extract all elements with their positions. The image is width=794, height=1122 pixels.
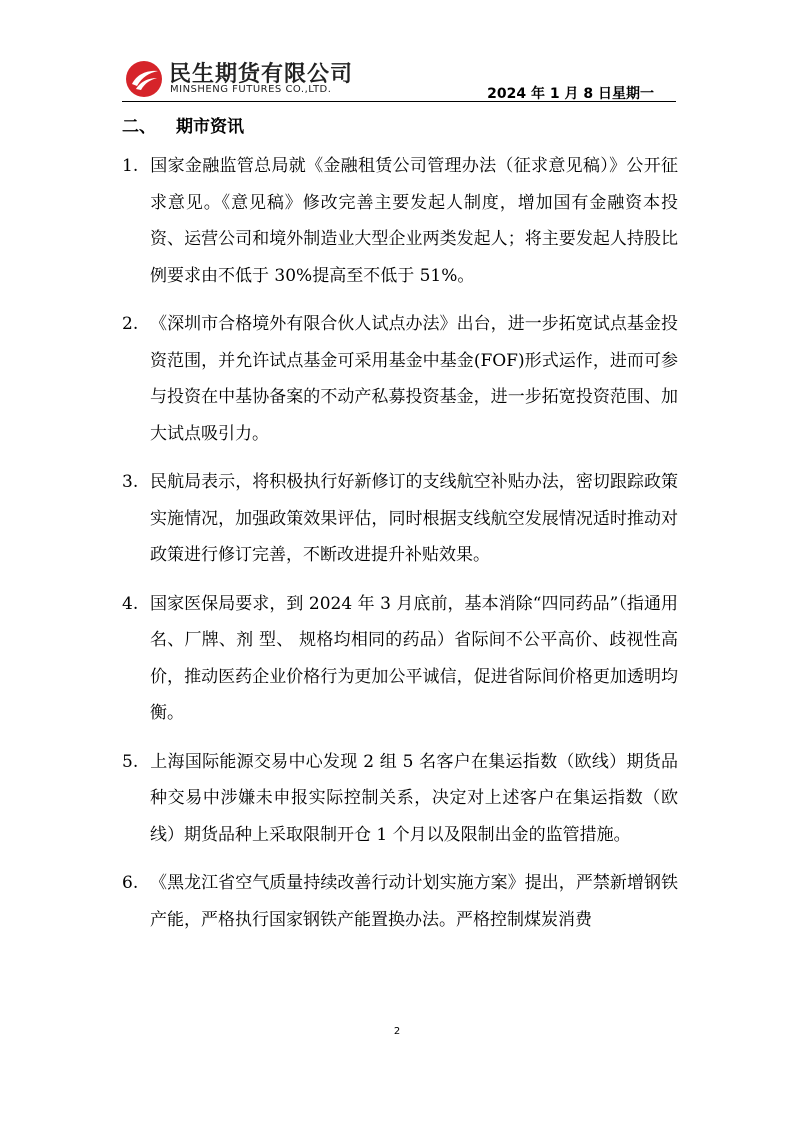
news-item-text: 上海国际能源交易中心发现 2 组 5 名客户在集运指数（欧线）期货品种交易中涉嫌未申报实际控制关系，决定对上述客户在集运指数（欧线）期货品种上采取限制开仓 1 个月以及限制出金的监管措施。: [150, 751, 678, 845]
page-number: 2: [393, 1026, 401, 1037]
section-title: 期市资讯: [176, 117, 244, 137]
company-name-cn: 民生期货有限公司: [169, 62, 354, 87]
section-number: 二、: [122, 117, 156, 137]
company-logo: [125, 56, 365, 100]
news-list: [122, 148, 678, 950]
news-item-marker: 2.: [122, 314, 139, 334]
news-item-marker: 3.: [122, 472, 139, 492]
news-item-text: 民航局表示，将积极执行好新修订的支线航空补贴办法，密切跟踪政策实施情况，加强政策效果评估，同时根据支线航空发展情况适时推动对政策进行修订完善，不断改进提升补贴效果。: [150, 472, 678, 565]
report-date: 2024 年 1 月 8 日星期一: [487, 86, 654, 102]
news-item-6: [122, 865, 678, 938]
news-item-1: [122, 148, 678, 294]
news-item-marker: 5.: [122, 751, 139, 772]
news-item-5: [122, 744, 678, 854]
news-item-marker: 6.: [122, 873, 139, 893]
company-name-en: MINSHENG FUTURES CO.,LTD.: [170, 84, 332, 95]
news-item-text: 《深圳市合格境外有限合伙人试点办法》出台，进一步拓宽试点基金投资范围，并允许试点基金可采用基金中基金(FOF)形式运作，进而可参与投资在中基协备案的不动产私募投资基金，进一步拓宽投资范围、加大试点吸引力。: [150, 314, 678, 444]
minsheng-logo-icon: [125, 60, 163, 98]
news-item-4: [122, 586, 678, 732]
news-item-text: 国家金融监管总局就《金融租赁公司管理办法（征求意见稿）》公开征求意见。《意见稿》修改完善主要发起人制度，增加国有金融资本投资、运营公司和境外制造业大型企业两类发起人；将主要发起人持股比例要求由不低于 30%提高至不低于 51%。: [150, 156, 678, 286]
news-item-marker: 4.: [122, 593, 139, 614]
page-header: [122, 54, 676, 104]
news-item-3: [122, 464, 678, 574]
header-divider: [122, 101, 676, 102]
news-item-text: 国家医保局要求，到 2024 年 3 月底前，基本消除“四同药品”（指通用名、厂牌、剂 型、 规格均相同的药品）省际间不公平高价、歧视性高价，推动医药企业价格行为更加公平诚信，促进省际间价格更加透明均衡。: [150, 593, 678, 723]
news-item-text: 《黑龙江省空气质量持续改善行动计划实施方案》提出，严禁新增钢铁产能，严格执行国家钢铁产能置换办法。严格控制煤炭消费: [150, 873, 678, 930]
section-heading: [122, 112, 244, 137]
news-item-2: [122, 306, 678, 452]
news-item-marker: 1.: [122, 156, 139, 176]
